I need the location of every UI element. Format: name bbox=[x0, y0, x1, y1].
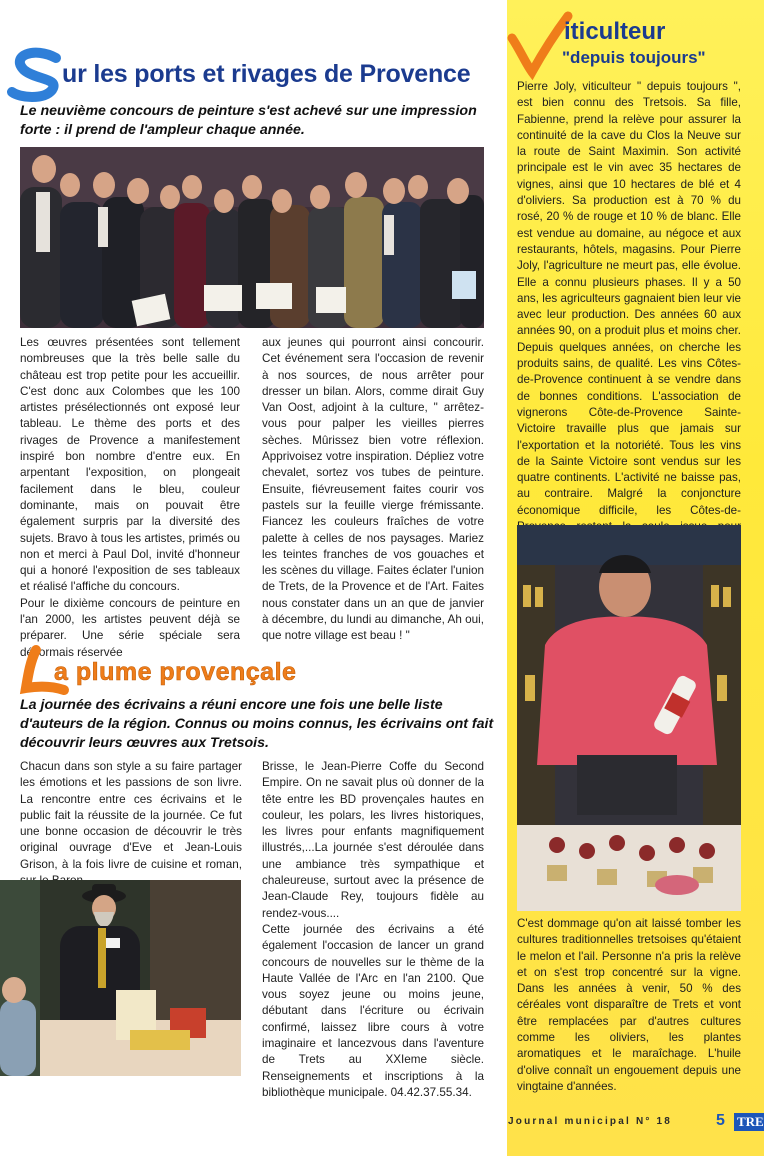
section3-body2: C'est dommage qu'on ait laissé tomber les cultures traditionnelles tretsoises qu'étaient le melon et l'ail. Personne n'a pris la relève et on s'est trop concentré sur la vigne. Dans les années à venir, 50 % des céréales vont disparaître de Trets et vont être remplacées par d'autres cultures comme les oliviers, les plantes aromatiques et le maraîchage. L'huile d'olive connaît un engouement depuis une vingtaine d'années. bbox=[517, 917, 741, 1093]
section2-col2-para1: Brisse, le Jean-Pierre Coffe du Second Empire. On ne savait plus où donner de la tête entre les BD provençales hautes en couleur, les polars, les livres historiques, les livres pour enfants magnifiquement illustrés,...La journée s'est déroulée dans une ambiance très sympathique et chaleureuse, surtout avec la présence de Jean-Claude Rey, toujours fidèle au rendez-vous.... bbox=[262, 760, 484, 920]
section2-column2 bbox=[262, 759, 484, 1101]
section3-title-text: iticulteur bbox=[564, 18, 666, 45]
section2-title-text: a plume provençale bbox=[54, 658, 297, 686]
section3-body: Pierre Joly, viticulteur " depuis toujours ", est bien connu des Tretsois. Sa fille, Fabienne, prend la relève pour assurer la continuité de la cave du Clos la Neuve sur la route de Saint Maximin. Son activité principale est le vin avec 35 hectares de vignes, ainsi que 10 hectares de blé et 4 d'oliviers. Sa production est à 70 % du rosé, 20 % de rouge et 10 % de blanc. Elle est vendue au domaine, au négoce et aux restaurants, hôtels, magasins. Pour Pierre Joly, l'agriculture ne meurt pas, elle évolue. Elle a connu plusieurs phases. Il y a 50 ans, les agriculteurs gagnaient bien leur vie avec leur production. Des années 60 aux années 90, on a produit plus et moins cher. Depuis quelques années, on cherche les produits sains, de qualité. Les vins Côtes-de-Provence continuent à se vendre dans de bonnes conditions. L'association de vignerons Côte-de-Provence Sainte-Victoire travaille plus que jamais sur l'exportation et la notoriété. Tous les vins de la Sainte Victoire sont vendus sur les quatre continents. L'activité ne baisse pas, au contraire. Malgré la conjoncture économique difficile, les Côtes-de- bbox=[517, 80, 741, 517]
section1-col1-para1: Les œuvres présentées sont tellement nombreuses que la très belle salle du château est trop petite pour les accueillir. C'est donc aux Colombes que les 100 artistes présélectionnés ont exposé leur tableau. Le thème des ports et des rivages de Provence a manifestement inspiré bon nombre d'entre eux. En arpentant l'exposition, on plongeait facilement dans le bleu, couleur dominante, mais on pouvait être également surpris par la diversité des sujets. Bravo à tous les artistes, primés ou non et merci à Paul Dol, invité d'honneur qui a honoré l'exposition de ses tableaux et réalisé l'affiche du concours. bbox=[20, 336, 240, 594]
section2-lead: La journée des écrivains a réuni encore une fois une belle liste d'auteurs de la région. Connus ou moins connus, les écrivains ont fait découvrir leurs œuvres aux Tretsois. bbox=[20, 697, 494, 751]
swirl-v-initial bbox=[502, 10, 572, 80]
section2-col2-para2: Cette journée des écrivains a été également l'occasion de lancer un grand concours de nouvelles sur le thème de la Haute Vallée de l'Arc en l'an 2100. Que vous soyez jeune ou moins jeune, débutant dans l'écriture ou écrivain confirmé, laissez libre cours à votre imaginaire et lancezvous dans l'aventure de Trets au XXIeme siècle. Renseignements et inscriptions à la bibliothèque municipale. 04.42.37.55.34. bbox=[262, 922, 484, 1099]
group-photo bbox=[20, 147, 484, 328]
section1-title-text: ur les ports et rivages de Provence bbox=[62, 60, 471, 88]
page-number: 5 bbox=[716, 1112, 725, 1129]
viticulteur-photo-drawing bbox=[517, 525, 741, 911]
swirl-s-initial bbox=[6, 48, 68, 102]
section2-title bbox=[16, 646, 496, 696]
brand-badge: TRET bbox=[734, 1113, 764, 1131]
section3-subtitle: "depuis toujours" bbox=[562, 48, 706, 67]
writer-photo bbox=[0, 880, 241, 1076]
section1-lead: Le neuvième concours de peinture s'est achevé sur une impression forte : il prend de l'ampleur chaque année. bbox=[20, 103, 477, 138]
section1-column2: aux jeunes qui pourront ainsi concourir. Cet événement sera l'occasion de revenir à nos sources, de nous arrêter pour dresser un bilan. Alors, comme dirait Guy Van Oost, adjoint à la culture, " arrêtez-vous pour palper les vieilles pierres sèches. Mûrissez bien votre réflexion. Apprivoisez votre inspiration. Dépliez votre chevalet, sortez vos tubes de peinture. Ensuite, fiévreusement faites courir vos pastels sur la feuille vierge frémissante. Fiancez les couleurs fraîches de votre palette à celles de nos paysages. Mariez les teintes franches de vos gouaches et les scènes du village. Faites éclater l'union de Trets, de la Provence et de l'Art. Faites nous constater dans un an que de janvier à décembre, du lundi au dimanche, Ah oui, que notre village est beau ! " bbox=[262, 336, 484, 643]
section1-col1-para2: Pour le dixième concours de peinture en l'an 2000, les artistes peuvent déjà se préparer. Une série spéciale sera désormais réservée bbox=[20, 596, 240, 659]
journal-label: Journal municipal N° 18 bbox=[508, 1116, 673, 1127]
section3-title bbox=[500, 10, 764, 80]
page-footer bbox=[508, 1112, 772, 1134]
section1-column1 bbox=[20, 335, 240, 661]
section2-column1: Chacun dans son style a su faire partager les émotions et les passions de son livre. La rencontre entre ces écrivains et le public fait la réussite de la journée. Ce fut une bonne occasion de découvrir le très original ouvrage d'Eve et Jean-Louis Grison, à la fois livre de cuisine et roman, bbox=[20, 760, 242, 871]
group-photo-drawing bbox=[20, 147, 484, 328]
viticulteur-photo bbox=[517, 525, 741, 911]
writer-photo-drawing bbox=[0, 880, 241, 1076]
section1-title bbox=[6, 46, 496, 100]
